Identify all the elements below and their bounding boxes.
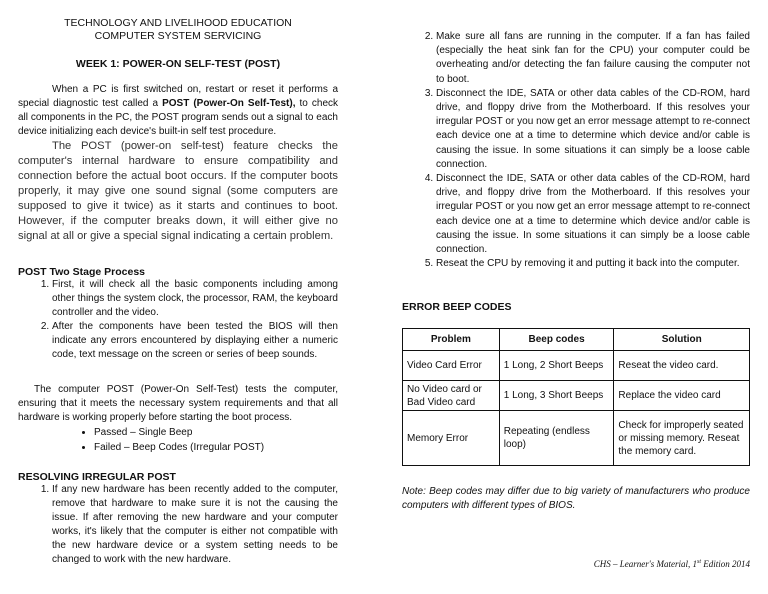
list-item: • Failed – Beep Codes (Irregular POST) — [94, 440, 338, 455]
list-item: 2. Make sure all fans are running in the computer. If a fan has failed (especially the heat sink fan for the CPU) your computer could be overheating and/or detecting the fan failure causing the computer not to boot. — [436, 30, 750, 87]
intro-paragraph-1 — [18, 83, 338, 139]
table-row — [403, 351, 750, 381]
table-cell: Reseat the video card. — [614, 351, 750, 381]
table-cell: Video Card Error — [403, 351, 500, 381]
post-test-paragraph: The computer POST (Power-On Self-Test) tests the computer, ensuring that it meets the necessary system requirements and that all hardware is working properly before starting the boot process. — [18, 384, 338, 423]
table-cell: No Video card or Bad Video card — [403, 381, 500, 411]
left-column — [18, 0, 338, 567]
resolving-list-part-1 — [18, 483, 338, 567]
list-item: 3. Disconnect the IDE, SATA or other data cables of the CD-ROM, hard drive, and floppy drive from the Motherboard. If this resolves your irregular POST or you now get an error message attempt to re-connect each device one at a time to determine which device and/or cable is causing the issue. In some situations it can simply be a loose cable connection. — [436, 87, 750, 172]
list-item: • Passed – Single Beep — [94, 425, 338, 440]
two-stage-heading: POST Two Stage Process — [18, 266, 146, 278]
list-item: 1. If any new hardware has been recently added to the computer, remove that hardware to make sure it is not the causing the issue. If after removing the new hardware and your computer works, it's likely that the computer is either not compatible with the new hardware device or a system setting needs to be changed to work with the new hardware. — [52, 483, 338, 567]
footer-superscript: st — [696, 559, 701, 565]
table-cell: 1 Long, 3 Short Beeps — [499, 381, 614, 411]
table-cell: 1 Long, 2 Short Beeps — [499, 351, 614, 381]
table-cell: Repeating (endless loop) — [499, 411, 614, 466]
footer-text: CHS – Learner's Material, 1 — [593, 559, 697, 569]
column-header-problem: Problem — [403, 329, 500, 351]
error-beep-heading: ERROR BEEP CODES — [402, 301, 512, 314]
two-stage-list — [18, 278, 338, 362]
list-item: 1. First, it will check all the basic components including among other things the system clock, the processor, RAM, the keyboard controller and the video. — [52, 278, 338, 320]
beep-codes-note: Note: Beep codes may differ due to big variety of manufacturers who produce computers with different types of BIOS. — [402, 486, 750, 512]
resolving-heading: RESOLVING IRREGULAR POST — [18, 471, 176, 483]
table-cell: Memory Error — [403, 411, 500, 466]
table-cell: Replace the video card — [614, 381, 750, 411]
week-title: WEEK 1: POWER-ON SELF-TEST (POST) — [75, 58, 281, 70]
subject-title: TECHNOLOGY AND LIVELIHOOD EDUCATION — [64, 17, 292, 29]
page-footer — [594, 559, 750, 569]
beep-codes-table — [402, 328, 750, 466]
list-item: 5. Reseat the CPU by removing it and putting it back into the computer. — [436, 257, 750, 271]
intro-text-cont: to check all components in the PC, the POST program sends out a signal to each device initializing each device's built-in self test procedure. — [18, 98, 339, 137]
list-item: 2. After the components have been tested the BIOS will then indicate any errors encountered by displaying either a numeric code, text message on the screen or series of beep sounds. — [52, 320, 338, 362]
column-header-solution: Solution — [614, 329, 750, 351]
table-row — [403, 411, 750, 466]
list-item: 4. Disconnect the IDE, SATA or other data cables of the CD-ROM, hard drive, and floppy drive from the Motherboard. If this resolves your irregular POST or you now get an error message attempt to re-connect each device one at a time to determine which device and/or cable is causing the issue. In some situations it can simply be a loose cable connection. — [436, 172, 750, 257]
right-column — [402, 0, 750, 513]
resolving-list-part-2 — [402, 30, 750, 271]
post-result-bullets — [18, 425, 338, 455]
table-header-row — [403, 329, 750, 351]
intro-text: When a PC is first switched on, restart or reset it performs a special diagnostic test called a — [18, 84, 338, 109]
footer-edition: Edition 2014 — [701, 559, 750, 569]
course-title: COMPUTER SYSTEM SERVICING — [94, 30, 262, 42]
post-term: POST (Power-On Self-Test), — [162, 98, 296, 109]
intro-paragraph-2: The POST (power-on self-test) feature checks the computer's internal hardware to ensure compatibility and connection before the actual boot occurs. If the computer boots properly, it may give one sound signal (some computers are supposed to give it twice) as it starts and continues to boot. However, if the computer breaks down, it will either give no signal at all or give a special signal indicating a certain problem. — [18, 140, 338, 242]
table-row — [403, 381, 750, 411]
column-header-beep-codes: Beep codes — [499, 329, 614, 351]
table-cell: Check for improperly seated or missing memory. Reseat the memory card. — [614, 411, 750, 466]
